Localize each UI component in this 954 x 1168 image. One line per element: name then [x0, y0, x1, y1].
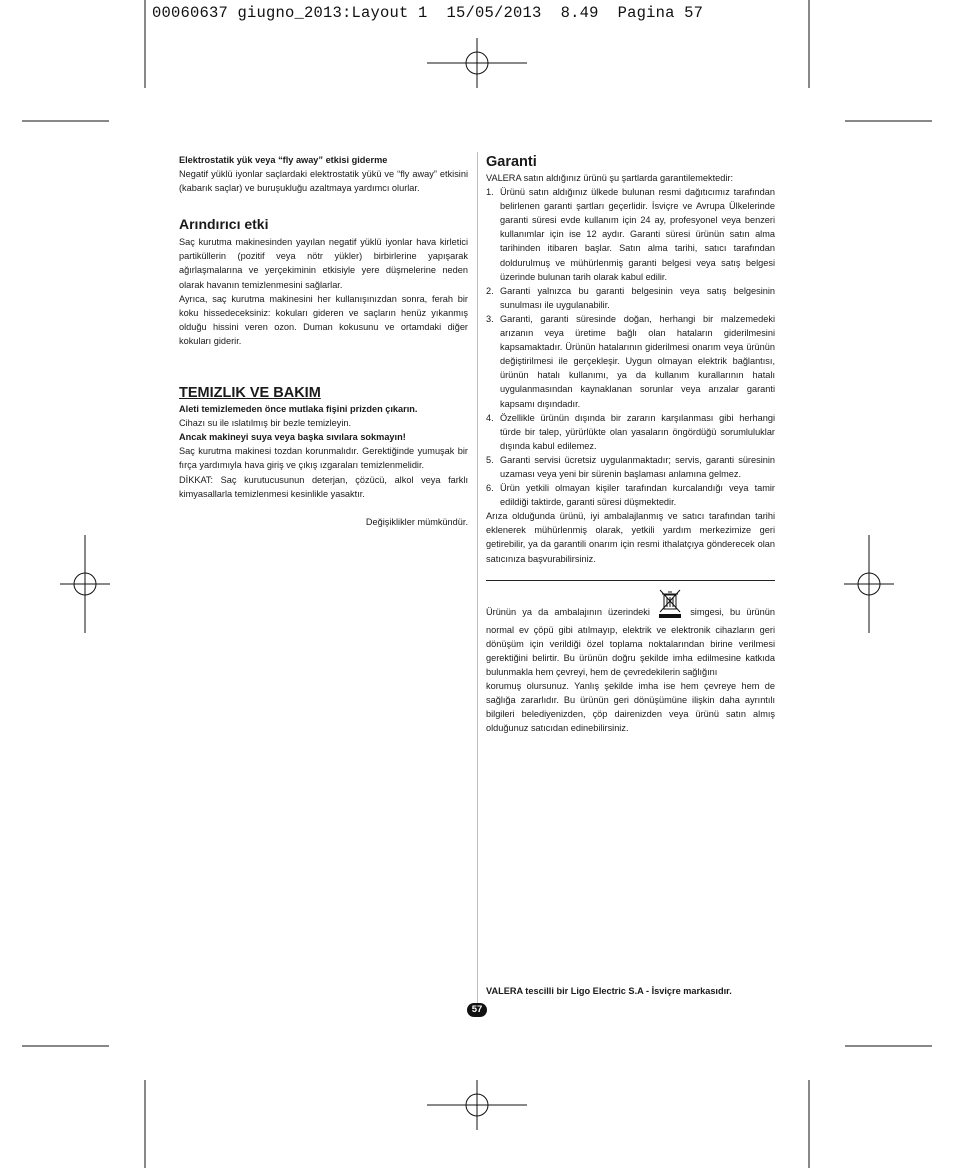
- weee-paragraph-2: korumuş olursunuz. Yanlış şekilde imha ise hem çevreye hem de sağlığa zararlıdır. Bu ürünün geri dönüşümüne ilişkin daha ayrıntılı bilgileri belediyenizden, çöp dairenizden veya ürünü satın almış olduğunuz satıcıdan edinebilirsiniz.: [486, 681, 775, 734]
- cleaning-warning-unplug: Aleti temizlemeden önce mutlaka fişini prizden çıkarın.: [179, 404, 418, 415]
- weee-paragraph: Ürünün ya da ambalajının üzerindeki simgesi, bu ürünün normal ev çöpü gibi atılmayıp, elektrik ve elektronik cihazların geri dönüşüm için verildiği özel toplama noktalarından birine verilmesi gerektiğini belirtir. Bu ürünün doğru şekilde imha edilmesine katkıda bulunmakla hem çevreyi, hem de çevredekilerin sağlığını: [486, 589, 775, 679]
- cleaning-paragraph-dust: Saç kurutma makinesi tozdan korunmalıdır. Gerektiğinde yumuşak bir fırça yardımıyla hava giriş ve çıkış ızgaraları temizlenmelidir.: [179, 446, 468, 471]
- section-title-warranty: Garanti: [486, 154, 537, 170]
- purifying-paragraph-2: Ayrıca, saç kurutma makinesini her kullanışınızdan sonra, ferah bir koku hissedeceksiniz: kokuları gideren ve saçların henüz yıkanmış olduğu hissini veren ozon. Duman kokusunu ve ortamdaki diğer kokuları giderir.: [179, 293, 468, 346]
- warranty-outro: Arıza olduğunda ürünü, iyi ambalajlanmış ve satıcı tarafından tarihi eklenerek mühürlenmiş olarak, yetkili yardım merkezimize geri getirebilir, ya da garantili onarım için resmi ithalatçıya gönderecek olan satıcınıza başvurabilirsiniz.: [486, 511, 775, 564]
- registration-mark-right: [844, 535, 894, 633]
- warranty-list: [486, 185, 775, 509]
- section-title-antistatic: Elektrostatik yük veya “fly away” etkisi giderme: [179, 155, 388, 165]
- page-number-badge: 57: [467, 1003, 487, 1017]
- cleaning-instruction: Cihazı su ile ıslatılmış bir bezle temizleyin.: [179, 418, 352, 429]
- cleaning-paragraph-caution: DİKKAT: Saç kurutucusunun deterjan, çözücü, alkol veya farklı kimyasallarla temizlenmesi kesinlikle yasaktır.: [179, 474, 468, 499]
- print-slug: 00060637 giugno_2013:Layout 1 15/05/2013 8.49 Pagina 57: [152, 4, 704, 22]
- warranty-item: 5. Garanti servisi ücretsiz uygulanmaktadır; servis, garanti süresinin uzaması veya yeni bir sürenin başlaması anlamına gelmez.: [486, 454, 775, 479]
- purifying-paragraph-1: Saç kurutma makinesinden yayılan negatif yüklü iyonlar hava kirletici partiküllerin (pozitif veya nötr yükler) birbirlerine yapışarak ağırlaşmalarına ve yerçekiminin etkisiyle yere düşmelerine neden olarak havanın temizlenmesini sağlarlar.: [179, 237, 468, 290]
- crossed-bin-icon: [658, 589, 682, 623]
- section-title-cleaning: TEMIZLIK VE BAKIM: [179, 385, 321, 402]
- registration-mark-bottom: [427, 1080, 527, 1130]
- antistatic-body: Negatif yüklü iyonlar saçlardaki elektrostatik yükü ve “fly away” etkisini (kabarık saçlar) ve buruşukluğu azaltmaya yardımcı olurlar.: [179, 169, 468, 194]
- warranty-item: 6. Ürün yetkili olmayan kişiler tarafından kurcalandığı veya tamir edildiği taktirde, garanti süresi düşmektedir.: [486, 483, 775, 508]
- warranty-item: 2. Garanti yalnızca bu garanti belgesinin veya satış belgesinin sunulması ile uygulanabilir.: [486, 285, 775, 310]
- footer-brand-note: VALERA tescilli bir Ligo Electric S.A - İsviçre markasıdır.: [486, 986, 732, 996]
- warranty-item: 1. Ürünü satın aldığınız ülkede bulunan resmi dağıtıcımız tarafından belirlenen garanti şartları geçerlidir. İsviçre ve Avrupa Ülkelerinde garanti süresi evde kullanım için 24 ay, profesyonel veya benzeri kullanımlar için ise 12 aydır. Garanti süresi ürünün satın alma tarihinden itibaren başlar. Satın alma tarihi, satıcı tarafından doldurulmuş ve mühürlenmiş garanti belgesi veya satış belgesi üzerinde bulunan tarih olarak kabul edilir.: [486, 187, 775, 282]
- changes-note: Değişiklikler mümkündür.: [365, 516, 468, 527]
- registration-mark-top: [427, 38, 527, 88]
- cleaning-warning-water: Ancak makineyi suya veya başka sıvılara sokmayın!: [179, 432, 406, 443]
- section-title-purifying: Arındırıcı etki: [179, 216, 269, 233]
- warranty-item: 4. Özellikle ürünün dışında bir zararın karşılanması gibi herhangi türde bir talep, yürürlükte olan yasaların öngördüğü sorumluluklar dışında kabul edilemez.: [486, 412, 775, 451]
- section-divider: [486, 580, 775, 581]
- left-column: [179, 153, 468, 529]
- warranty-item: 3. Garanti, garanti süresinde doğan, herhangi bir malzemedeki arızanın veya üretime bağlı olan hataların giderilmesini kapsamaktadır. Ürünün hatalarının giderilmesi onarım veya ürünün değiştirilmesi ile gerçekleşir. Uygun olmayan elektrik bağlantısı, ürünün hatalı kullanımı, ya da kullanım kurallarının hatalı uygulanmasından kaynaklanan sorunlar veya arızalar garanti kapsamı dışındadır.: [486, 313, 775, 409]
- registration-mark-left: [60, 535, 110, 633]
- right-column: [486, 153, 775, 735]
- warranty-intro: VALERA satın aldığınız ürünü şu şartlarda garantilemektedir:: [486, 173, 734, 183]
- column-divider: [477, 152, 478, 1004]
